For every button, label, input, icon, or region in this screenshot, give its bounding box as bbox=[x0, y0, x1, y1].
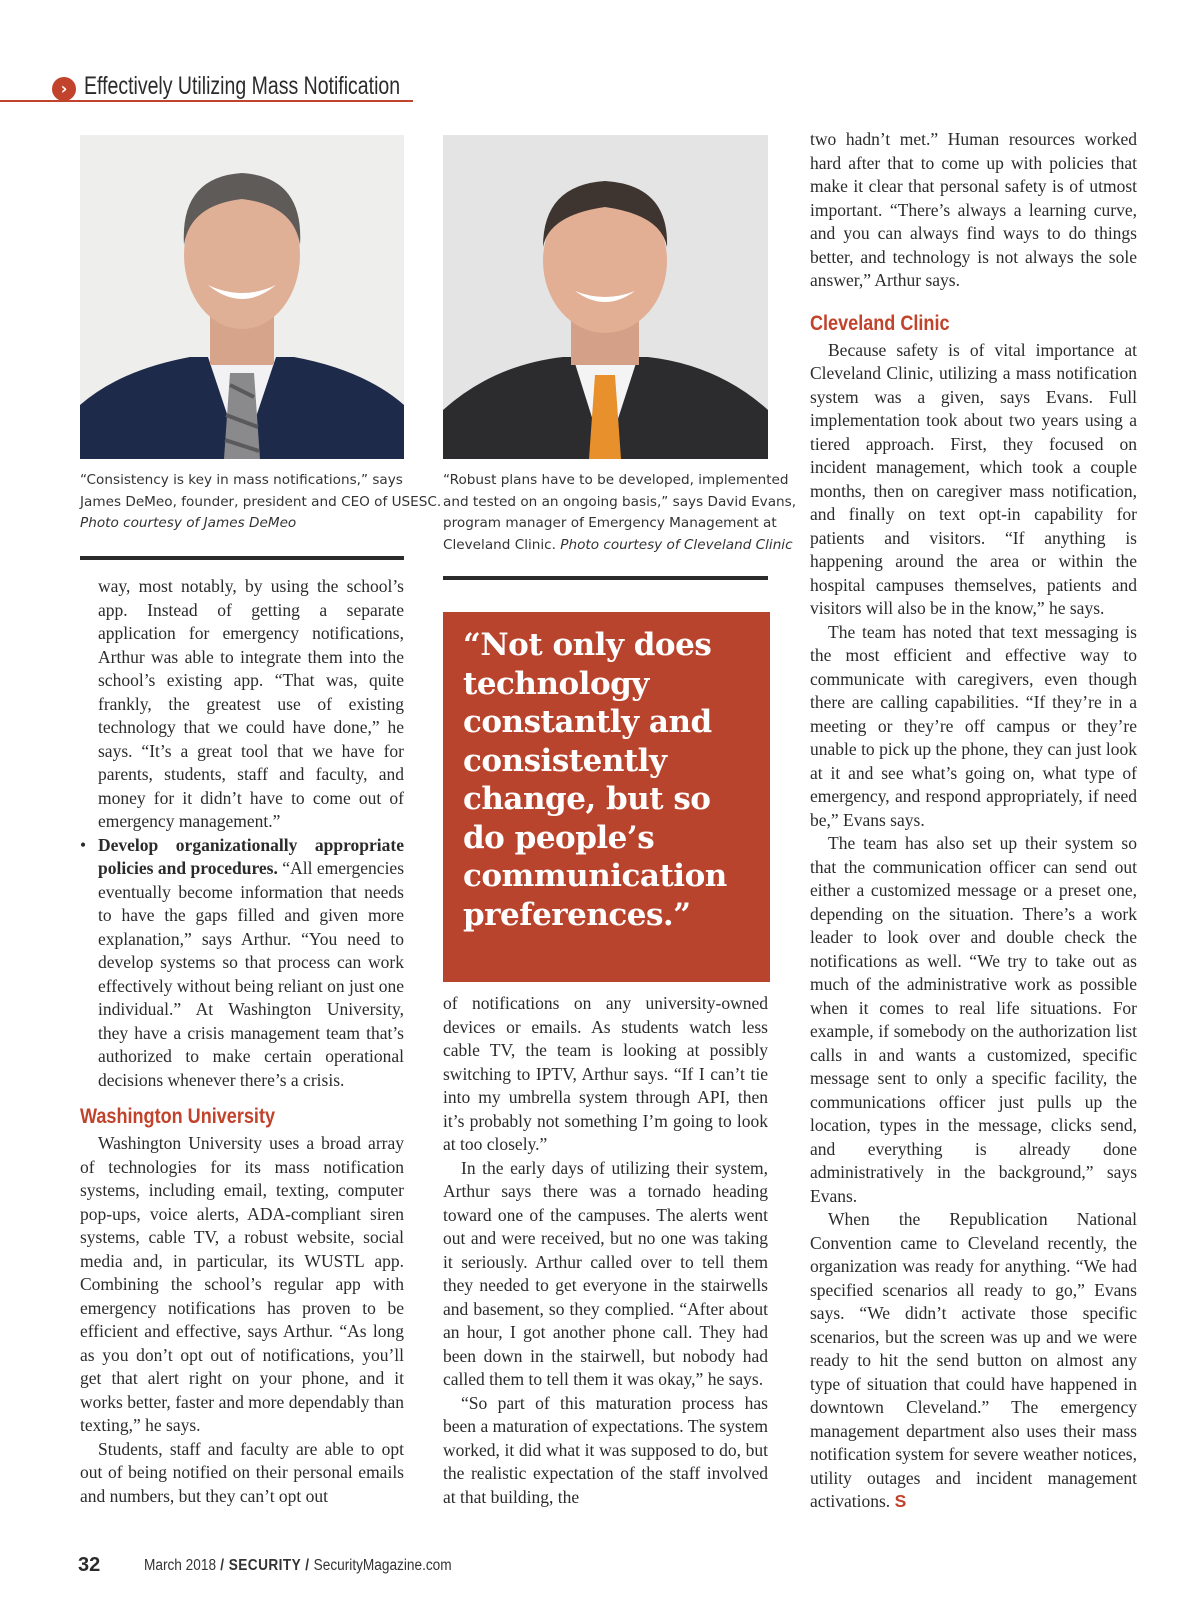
paragraph: In the early days of utilizing their system, Arthur says there was a tornado heading toward one of the campuses. The alerts went out and were received, but no one was taking it seriously. Arthur called over to tell them they needed to get everyone in the stairwells and basement, so they complied. “After about an hour, I got another phone call. They had been down in the stairwell, but nobody had called them to tell them it was okay,” he says. bbox=[443, 1157, 768, 1389]
photo-caption-evans bbox=[443, 470, 796, 556]
page-number: 32 bbox=[78, 1554, 101, 1576]
header-rule bbox=[0, 100, 413, 102]
end-mark: S bbox=[894, 1491, 907, 1511]
paragraph: The team has noted that text messaging is the most efficient and effective way to communicate with caregivers, even though there are calling capabilities. “If they’re in a meeting or they’re off campus or they’re unable to pick up the phone, they can just look at it and see what’s going on, what type of emergency, and respond appropriately, if need be,” Evans says. bbox=[810, 621, 1137, 830]
caption-rule bbox=[80, 556, 404, 560]
magazine-name: SECURITY bbox=[228, 1557, 301, 1574]
chevron-right-icon: › bbox=[52, 77, 76, 101]
photo-david-evans bbox=[443, 135, 768, 459]
paragraph-text: When the Republication National Convention came to Cleveland recently, the organization was ready for anything. “We had specified scenarios all ready to go,” Evans says. “We didn’t activate those specific scenarios, but the screen was up and we were ready to hit the send button on almost any type of situation that could have happened in downtown Cleveland.” The emergency management department also uses their mass notification system for severe weather notices, utility outages and incident management activations. bbox=[810, 1209, 1137, 1511]
paragraph: “So part of this maturation process has been a maturation of expectations. The system worked, it did what it was supposed to do, but the realistic expectation of the staff involved at that building, the bbox=[443, 1392, 768, 1507]
photo-caption-demeo bbox=[80, 470, 441, 535]
caption-line: program manager of Emergency Management at bbox=[443, 515, 777, 531]
bullet-item bbox=[80, 834, 404, 1093]
paragraph: of notifications on any university-owned devices or emails. As students watch less cable TV, the team is looking at possibly switching to IPTV, Arthur says. “If I can’t tie into my umbrella system through API, then it’s probably not something I’m going to look at too closely.” bbox=[443, 993, 768, 1154]
bullet-text: “All emergencies eventually become information that needs to have the gaps filled and given more explanation,” says Arthur. “You need to develop systems so that process can work effectively without being reliant on just one individual.” At Washington University, they have a crisis management team that’s authorized to make certain operational decisions whenever there’s a crisis. bbox=[98, 858, 405, 1090]
footer-separator: / bbox=[300, 1557, 314, 1574]
footer-line bbox=[144, 1556, 452, 1576]
subhead-cleveland-clinic: Cleveland Clinic bbox=[810, 311, 950, 335]
pull-quote bbox=[443, 612, 770, 982]
article-column-1 bbox=[80, 575, 404, 1508]
caption-line: “Robust plans have to be developed, implemented bbox=[443, 472, 789, 488]
photo-james-demeo bbox=[80, 135, 404, 459]
bullet-heading: Develop organizationally appropriate policies and procedures. bbox=[98, 834, 404, 878]
paragraph: Because safety is of vital importance at Cleveland Clinic, utilizing a mass notification system was a given, says Evans. Full implementation took about two years using a tiered approach. First, they focused on incident management, which took a couple months, then on caregiver mass notification, and finally on text opt-in capability for patients and visitors. “If anything is happening around the area or within the hospital campuses themselves, patients and visitors will also be in the know,” he says. bbox=[810, 339, 1137, 618]
article-column-2 bbox=[443, 992, 768, 1509]
subhead-washington-university: Washington University bbox=[80, 1105, 276, 1128]
caption-line: James DeMeo, founder, president and CEO of USESC. bbox=[80, 493, 442, 510]
caption-rule bbox=[443, 576, 768, 580]
paragraph: The team has also set up their system so that the communication officer can send out either a customized message or a preset one, depending on the situation. There’s a work leader to look over and double check the notifications as well. “We try to take out as much of the administrative work as possible when it comes to real life situations. For example, if somebody on the authorization list calls in and wants a customized, specific message sent to only a specific facility, the communications officer just pulls up the location, types in the message, clicks send, and everything is already done administratively in the background,” says Evans. bbox=[810, 833, 1137, 1206]
caption-line: Cleveland Clinic. bbox=[443, 536, 556, 553]
section-title: Effectively Utilizing Mass Notification bbox=[84, 72, 401, 100]
caption-line: and tested on an ongoing basis,” says David Evans, bbox=[443, 493, 797, 510]
section-header bbox=[0, 70, 415, 102]
photo-credit: Photo courtesy of James DeMeo bbox=[80, 515, 297, 531]
paragraph bbox=[810, 1208, 1137, 1514]
paragraph: two hadn’t met.” Human resources worked hard after that to come up with policies that make it clear that personal safety is of utmost important. “There’s always a learning curve, and you can always find ways to do things better, and technology is not always the sole answer,” Arthur says. bbox=[810, 129, 1137, 290]
photo-credit: Photo courtesy of Cleveland Clinic bbox=[560, 536, 793, 553]
paragraph: way, most notably, by using the school’s app. Instead of getting a separate application for emergency notifications, Arthur was able to integrate them into the school’s existing app. “That was, quite frankly, the greatest use of existing technology that we could have done,” he says. “It’s a great tool that we have for parents, students, staff and faculty, and money for it didn’t have to come out of emergency management.” bbox=[98, 576, 404, 831]
caption-line: “Consistency is key in mass notifications,” says bbox=[80, 472, 403, 488]
issue-date: March 2018 bbox=[144, 1557, 217, 1574]
footer-separator: / bbox=[216, 1557, 229, 1574]
website: SecurityMagazine.com bbox=[313, 1557, 452, 1574]
paragraph: Washington University uses a broad array of technologies for its mass notification systems, including email, texting, computer pop-ups, voice alerts, ADA-compliant siren systems, cable TV, a robust website, social media and, in particular, its WUSTL app. Combining the school’s regular app with emergency notifications has proven to be efficient and effective, says Arthur. “As long as you don’t opt out of notifications, you’ll get that alert right on your phone, and it works better, faster and more dependably than texting,” he says. bbox=[80, 1133, 404, 1435]
pull-quote-text: “Not only does technology constantly and consistently change, but so do people’s communication preferences.” bbox=[463, 627, 727, 933]
paragraph: Students, staff and faculty are able to opt out of being notified on their personal emails and numbers, but they can’t opt out bbox=[80, 1438, 404, 1506]
article-column-3 bbox=[810, 128, 1137, 1514]
